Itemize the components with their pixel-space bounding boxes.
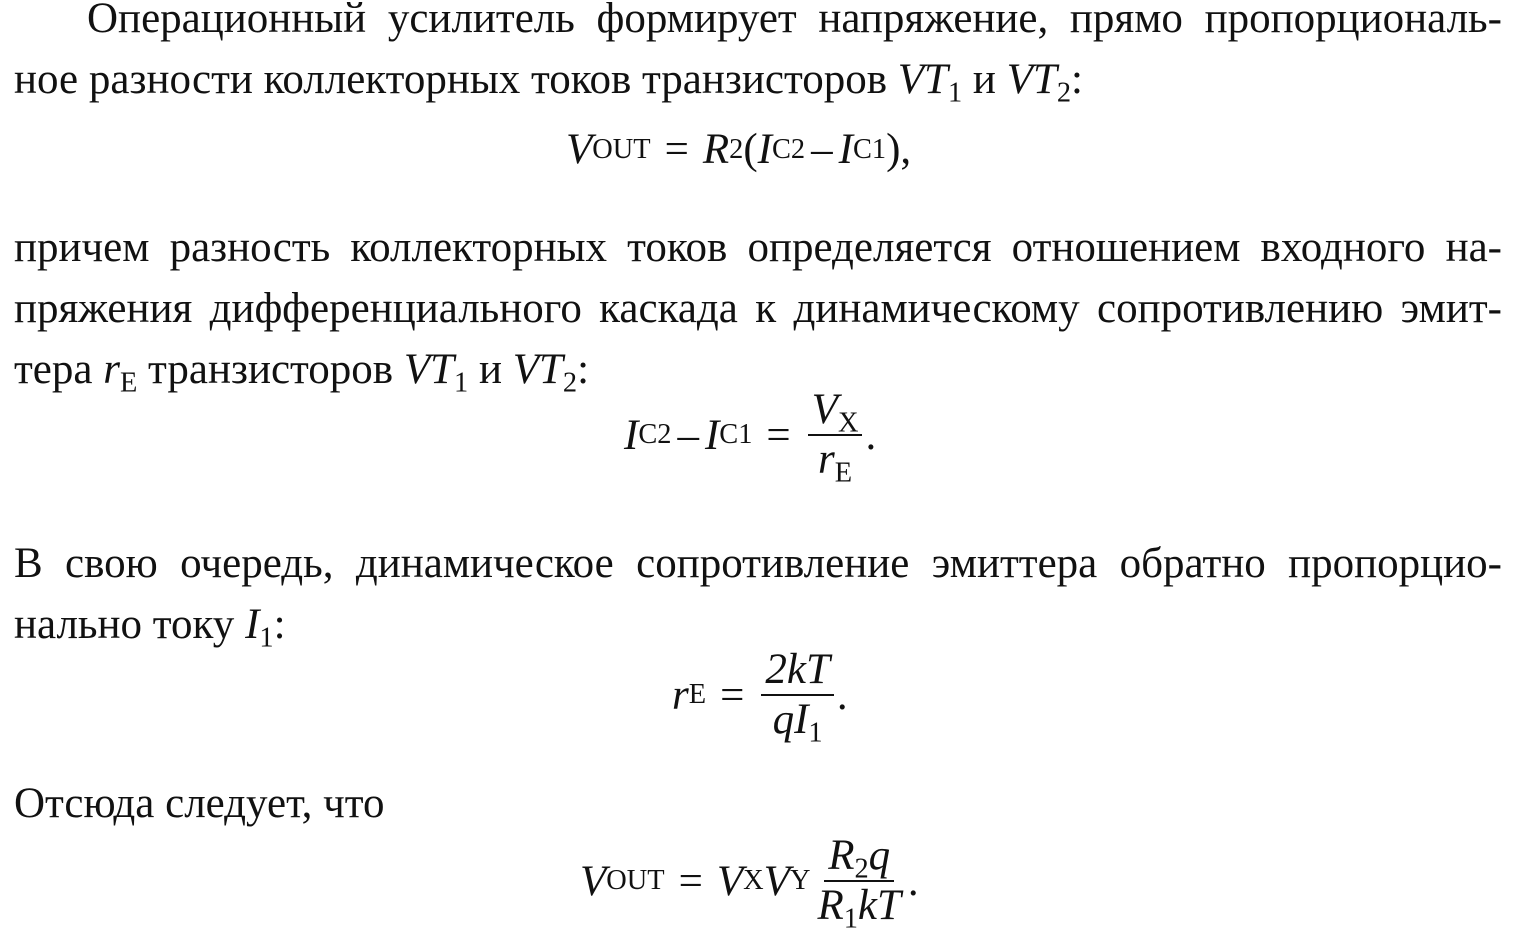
paragraph-1: [14, 0, 1502, 110]
equation-emitter-resistance: r E = $\frac{2kT}{qI_1}$ .: [672, 646, 848, 749]
paragraph-4-line-1: Отсюда следует, что: [14, 780, 385, 827]
paragraph-1-line-2: ное разности коллекторных токов транзисторов $VT_1$ и $VT_2$:: [14, 56, 1083, 109]
paragraph-3: [14, 533, 1502, 655]
fraction-2kt-over-qi1: $\frac{2kT}{qI_1}$: [761, 648, 834, 742]
paragraph-4: [14, 773, 1502, 834]
fraction-vx-over-re: $\frac{V_X}{r_E}$: [808, 388, 863, 482]
paragraph-2-line-1: причем разность коллекторных токов определяется отношением входного на-: [14, 224, 1502, 271]
equation-vout-final: V OUT = V X V Y $\frac{R_2q}{R_1kT}$ .: [580, 832, 919, 935]
symbol-vt2: $VT_2$: [512, 346, 578, 399]
fraction-r2q-over-r1kt: $\frac{R_2q}{R_1kT}$: [817, 832, 901, 935]
symbol-vt1: $VT_1$: [403, 346, 469, 399]
paragraph-3-line-1: В свою очередь, динамическое сопротивление эмиттера обратно пропорцио-: [14, 540, 1502, 587]
paragraph-2-line-2: пряжения дифференциального каскада к динамическому сопротивлению эмит-: [14, 285, 1502, 332]
equation-vout-collector-currents: V OUT = R 2 ( I C2 – I C1 ),: [566, 126, 912, 173]
paragraph-2-line-3: тера $r_E$ транзисторов $VT_1$ и $VT_2$:: [14, 346, 590, 399]
symbol-vt1: $VT_1$: [897, 56, 963, 109]
paragraph-2: [14, 217, 1502, 400]
symbol-vt2: $VT_2$: [1006, 56, 1072, 109]
equation-current-difference: I C2 – I C1 = $\frac{V_X}{r_E}$ .: [624, 386, 877, 489]
symbol-re: $r_E$: [103, 346, 138, 399]
paragraph-1-line-1: Операционный усилитель формирует напряжение, прямо пропорциональ-: [87, 0, 1502, 42]
symbol-i1: $I_1$: [245, 601, 274, 654]
paragraph-3-line-2: нально току $I_1$:: [14, 601, 286, 654]
